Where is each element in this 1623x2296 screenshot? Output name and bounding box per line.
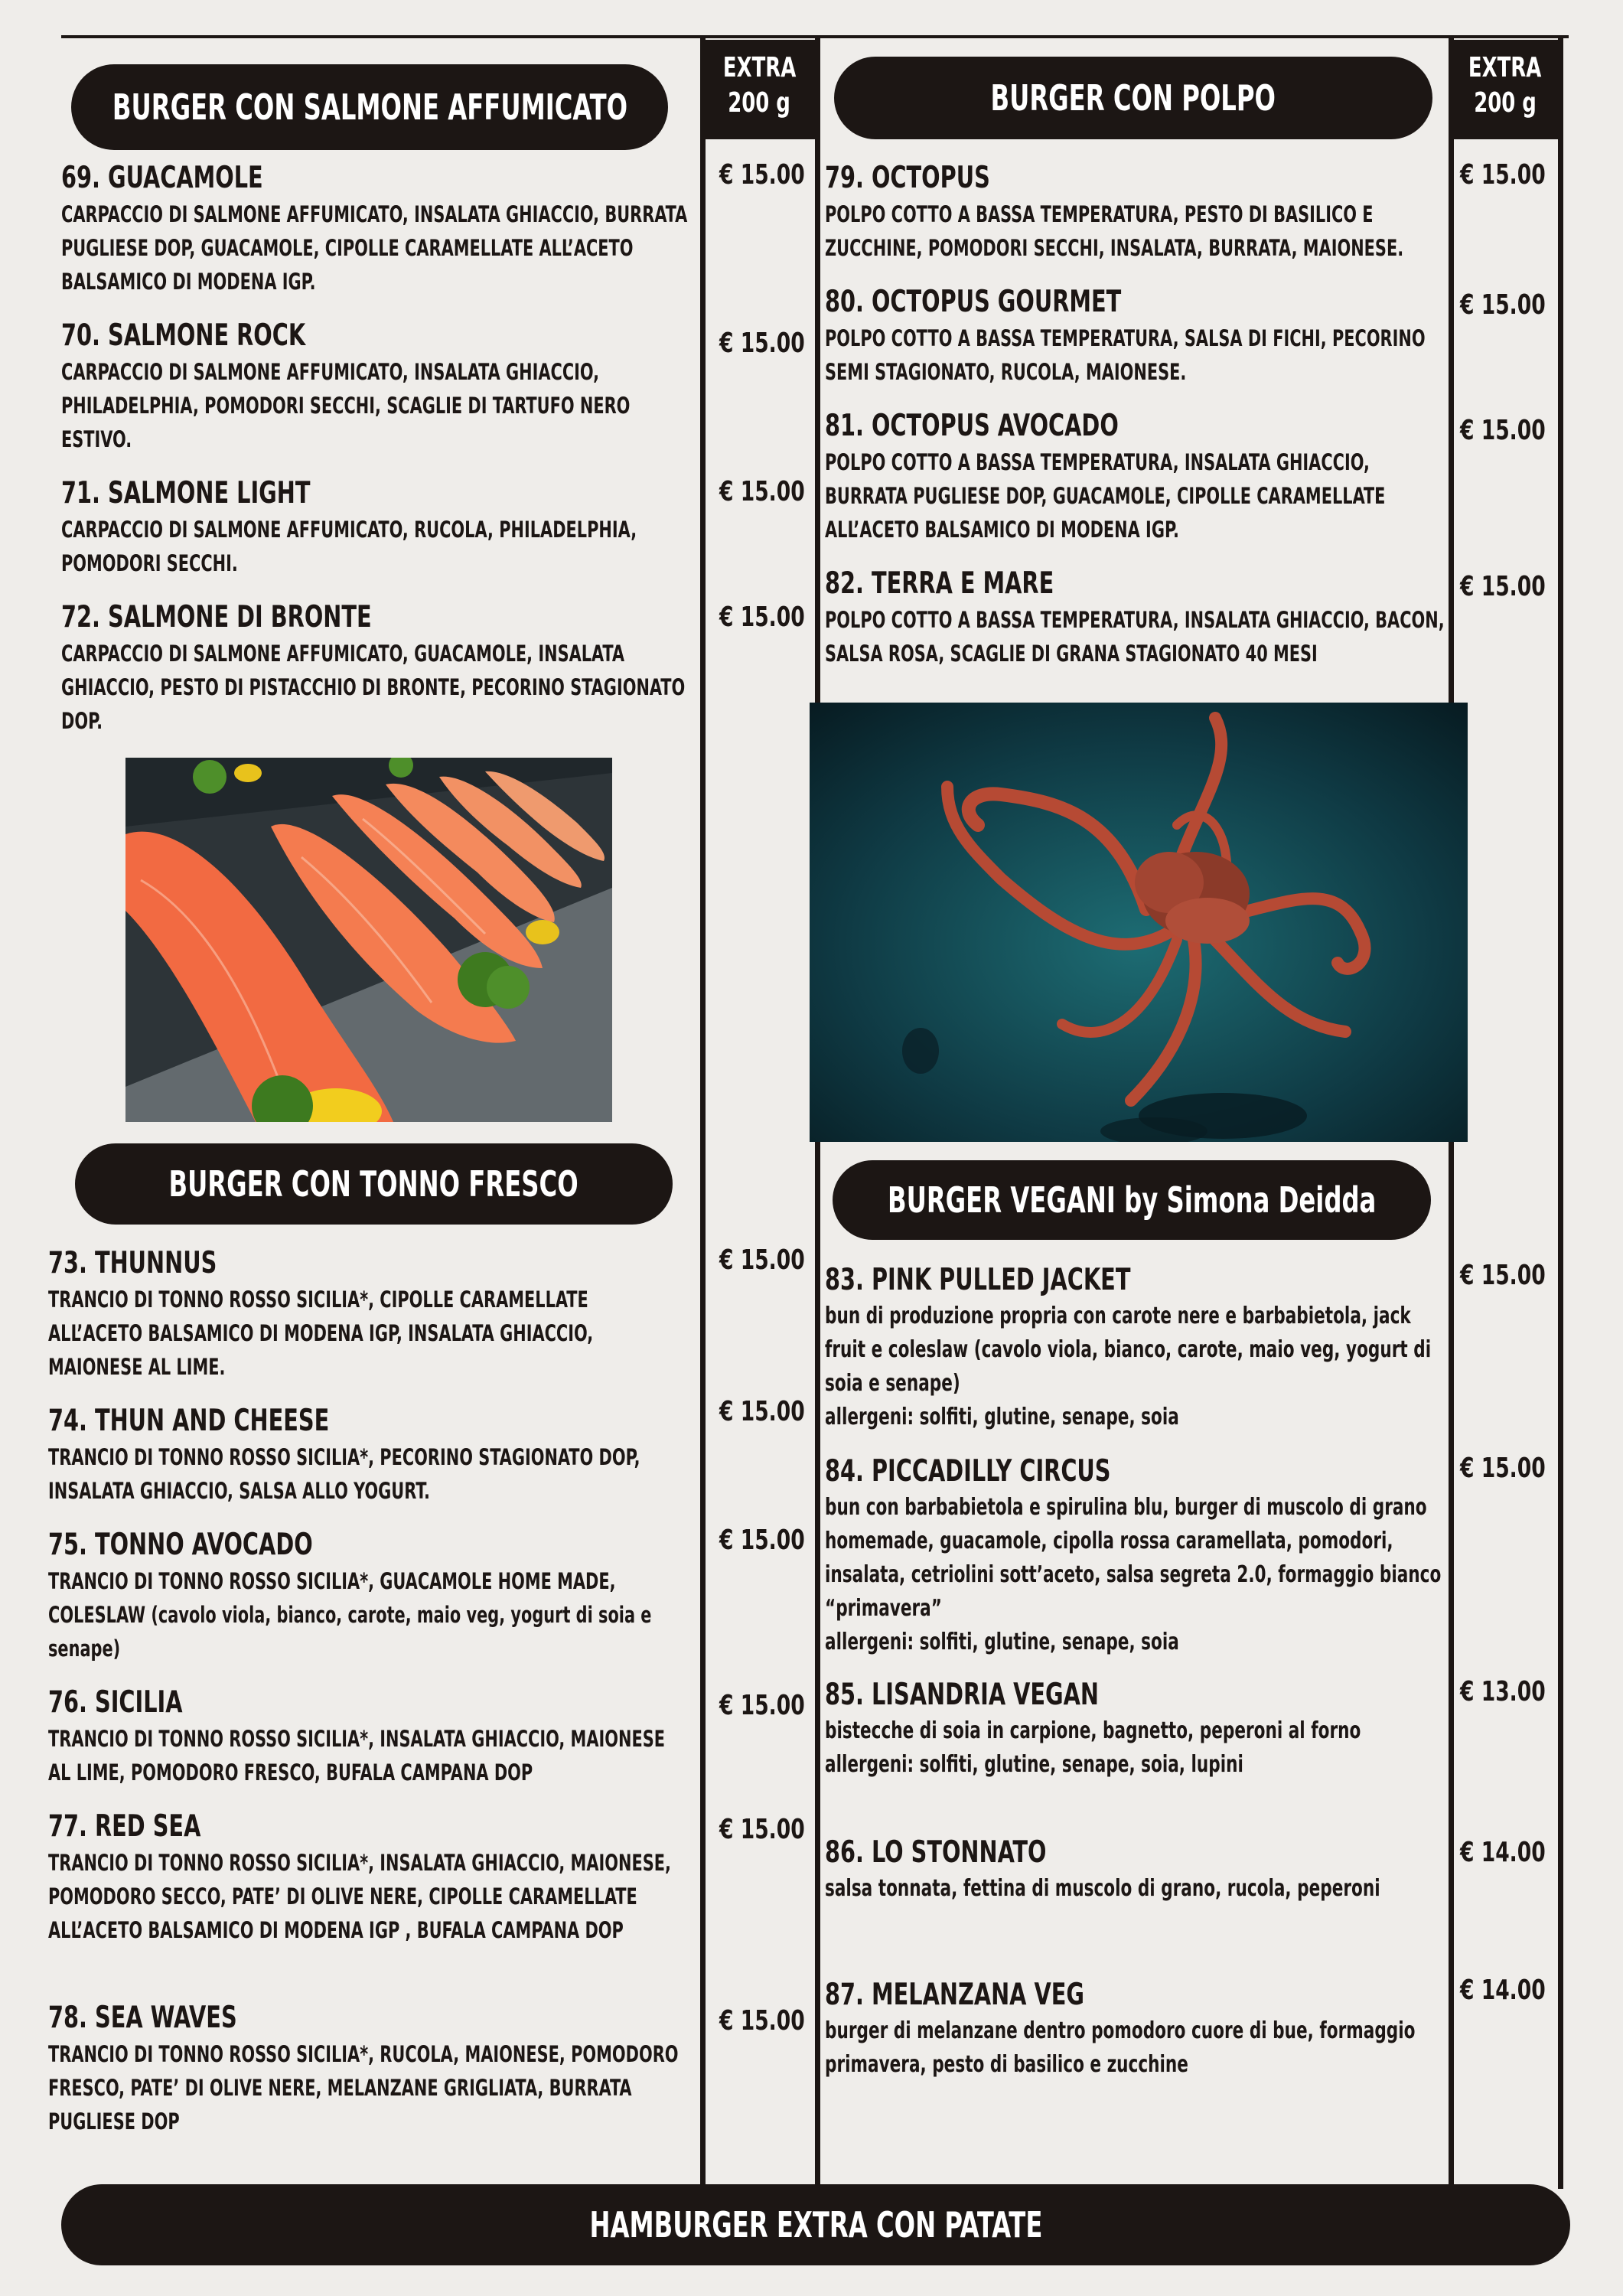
item-title: 81. OCTOPUS AVOCADO <box>825 409 1119 443</box>
item-title: 85. LISANDRIA VEGAN <box>825 1678 1099 1712</box>
item-desc: bun con barbabietola e spirulina blu, burger di muscolo di grano homemade, guacamole, cipolla rossa caramellata, pomodori, insalata, cetriolini sott’aceto, salsa segreta 2.0, formaggio bianco “primavera” <box>825 1494 1442 1622</box>
item-desc: burger di melanzane dentro pomodoro cuore di bue, formaggio primavera, pesto di basilico e zucchine <box>825 2017 1416 2078</box>
item-desc: POLPO COTTO A BASSA TEMPERATURA, INSALATA GHIACCIO, BURRATA PUGLIESE DOP, GUACAMOLE, CIPOLLE CARAMELLATE ALL’ACETO BALSAMICO DI MODENA IGP. <box>825 449 1386 543</box>
item-desc: CARPACCIO DI SALMONE AFFUMICATO, GUACAMOLE, INSALATA GHIACCIO, PESTO DI PISTACCHIO DI BRONTE, PECORINO STAGIONATO DOP. <box>61 641 686 734</box>
menu-item-72 <box>61 598 689 738</box>
menu-item-76 <box>48 1684 687 1789</box>
item-title: 78. SEA WAVES <box>48 2001 237 2035</box>
menu-item-74 <box>48 1402 687 1508</box>
item-desc: bistecche di soia in carpione, bagnetto, peperoni al forno <box>825 1717 1361 1744</box>
price-72: € 15.00 <box>719 602 805 633</box>
extra-header-right <box>1452 40 1558 139</box>
menu-item-82 <box>825 565 1449 670</box>
menu-item-83 <box>825 1261 1449 1434</box>
item-title: 76. SICILIA <box>48 1685 183 1720</box>
divider-right-outer <box>1558 38 1563 2189</box>
item-desc: TRANCIO DI TONNO ROSSO SICILIA*, INSALATA GHIACCIO, MAIONESE AL LIME, POMODORO FRESCO, BUFALA CAMPANA DOP <box>48 1726 665 1786</box>
item-title: 79. OCTOPUS <box>825 161 990 195</box>
item-title: 72. SALMONE DI BRONTE <box>61 600 372 634</box>
price-85: € 13.00 <box>1460 1676 1546 1707</box>
item-desc: bun di produzione propria con carote nere e barbabietola, jack fruit e coleslaw (cavolo viola, bianco, carote, maio veg, yogurt di soia e senape) <box>825 1303 1432 1397</box>
price-70: € 15.00 <box>719 328 805 359</box>
menu-item-70 <box>61 317 689 456</box>
item-title: 71. SALMONE LIGHT <box>61 476 311 510</box>
item-desc: salsa tonnata, fettina di muscolo di grano, rucola, peperoni <box>825 1875 1380 1902</box>
section-title-tonno: BURGER CON TONNO FRESCO <box>75 1143 673 1225</box>
item-allergens: allergeni: solfiti, glutine, senape, soia <box>825 1629 1179 1655</box>
menu-item-80 <box>825 283 1449 389</box>
price-86: € 14.00 <box>1460 1837 1546 1868</box>
menu-item-73 <box>48 1244 687 1384</box>
item-desc: CARPACCIO DI SALMONE AFFUMICATO, RUCOLA, PHILADELPHIA, POMODORI SECCHI. <box>61 517 637 576</box>
item-desc: TRANCIO DI TONNO ROSSO SICILIA*, PECORINO STAGIONATO DOP, INSALATA GHIACCIO, SALSA ALLO YOGURT. <box>48 1444 640 1504</box>
menu-item-69 <box>61 159 689 298</box>
divider-left <box>700 38 706 2189</box>
item-desc: POLPO COTTO A BASSA TEMPERATURA, INSALATA GHIACCIO, BACON, SALSA ROSA, SCAGLIE DI GRANA STAGIONATO 40 MESI <box>825 607 1445 667</box>
extra-weight: 200 g <box>728 87 791 119</box>
item-title: 87. MELANZANA VEG <box>825 1978 1084 2012</box>
menu-item-86 <box>825 1834 1449 1906</box>
item-desc: TRANCIO DI TONNO ROSSO SICILIA*, CIPOLLE CARAMELLATE ALL’ACETO BALSAMICO DI MODENA IGP, INSALATA GHIACCIO, MAIONESE AL LIME. <box>48 1287 594 1380</box>
item-desc: TRANCIO DI TONNO ROSSO SICILIA*, INSALATA GHIACCIO, MAIONESE, POMODORO SECCO, PATE’ DI OLIVE NERE, CIPOLLE CARAMELLATE ALL’ACETO BALSAMICO DI MODENA IGP , BUFALA CAMPANA DOP <box>48 1850 671 1943</box>
item-title: 73. THUNNUS <box>48 1246 217 1280</box>
price-71: € 15.00 <box>719 476 805 507</box>
item-allergens: allergeni: solfiti, glutine, senape, soia, lupini <box>825 1751 1243 1778</box>
footer-title: HAMBURGER EXTRA CON PATATE <box>61 2184 1570 2265</box>
item-title: 74. THUN AND CHEESE <box>48 1404 330 1438</box>
item-desc: CARPACCIO DI SALMONE AFFUMICATO, INSALATA GHIACCIO, BURRATA PUGLIESE DOP, GUACAMOLE, CIPOLLE CARAMELLATE ALL’ACETO BALSAMICO DI MODENA IGP. <box>61 201 688 295</box>
menu-item-75 <box>48 1526 687 1665</box>
extra-header-left <box>704 40 815 139</box>
item-title: 69. GUACAMOLE <box>61 161 263 195</box>
item-title: 70. SALMONE ROCK <box>61 318 306 353</box>
item-title: 83. PINK PULLED JACKET <box>825 1263 1131 1297</box>
price-81: € 15.00 <box>1460 415 1546 446</box>
price-79: € 15.00 <box>1460 159 1546 191</box>
item-title: 86. LO STONNATO <box>825 1835 1047 1870</box>
menu-item-77 <box>48 1808 687 1947</box>
price-73: € 15.00 <box>719 1244 805 1276</box>
menu-item-78 <box>48 1999 687 2138</box>
item-desc: CARPACCIO DI SALMONE AFFUMICATO, INSALATA GHIACCIO, PHILADELPHIA, POMODORI SECCHI, SCAGLIE DI TARTUFO NERO ESTIVO. <box>61 359 631 452</box>
extra-weight: 200 g <box>1474 87 1537 119</box>
section-title-vegani: BURGER VEGANI by Simona Deidda <box>833 1160 1431 1240</box>
extra-label: EXTRA <box>722 52 797 83</box>
price-77: € 15.00 <box>719 1814 805 1845</box>
item-title: 82. TERRA E MARE <box>825 566 1054 601</box>
price-80: € 15.00 <box>1460 289 1546 321</box>
item-title: 84. PICCADILLY CIRCUS <box>825 1454 1111 1489</box>
price-83: € 15.00 <box>1460 1260 1546 1291</box>
octopus-photo <box>810 703 1468 1142</box>
item-title: 77. RED SEA <box>48 1809 201 1844</box>
menu-item-81 <box>825 407 1449 546</box>
menu-item-87 <box>825 1976 1449 2082</box>
price-87: € 14.00 <box>1460 1975 1546 2006</box>
price-84: € 15.00 <box>1460 1453 1546 1484</box>
price-75: € 15.00 <box>719 1525 805 1556</box>
menu-item-85 <box>825 1676 1449 1782</box>
price-74: € 15.00 <box>719 1396 805 1427</box>
menu-item-79 <box>825 159 1449 265</box>
price-76: € 15.00 <box>719 1690 805 1721</box>
menu-item-71 <box>61 475 689 580</box>
item-desc: POLPO COTTO A BASSA TEMPERATURA, PESTO DI BASILICO E ZUCCHINE, POMODORI SECCHI, INSALATA, BURRATA, MAIONESE. <box>825 201 1404 261</box>
menu-item-84 <box>825 1453 1449 1659</box>
salmon-fillets-photo <box>125 758 612 1122</box>
price-78: € 15.00 <box>719 2005 805 2037</box>
price-69: € 15.00 <box>719 159 805 191</box>
price-82: € 15.00 <box>1460 571 1546 602</box>
section-title-polpo: BURGER CON POLPO <box>834 57 1432 139</box>
item-allergens: allergeni: solfiti, glutine, senape, soia <box>825 1404 1179 1430</box>
item-desc: POLPO COTTO A BASSA TEMPERATURA, SALSA DI FICHI, PECORINO SEMI STAGIONATO, RUCOLA, MAIONESE. <box>825 325 1426 385</box>
extra-label: EXTRA <box>1468 52 1542 83</box>
item-desc: TRANCIO DI TONNO ROSSO SICILIA*, GUACAMOLE HOME MADE, COLESLAW (cavolo viola, bianco, carote, maio veg, yogurt di soia e senape) <box>48 1568 652 1662</box>
item-desc: TRANCIO DI TONNO ROSSO SICILIA*, RUCOLA, MAIONESE, POMODORO FRESCO, PATE’ DI OLIVE NERE, MELANZANE GRIGLIATA, BURRATA PUGLIESE DOP <box>48 2041 679 2135</box>
item-title: 80. OCTOPUS GOURMET <box>825 285 1122 319</box>
section-title-salmone: BURGER CON SALMONE AFFUMICATO <box>71 64 668 150</box>
item-title: 75. TONNO AVOCADO <box>48 1528 313 1562</box>
